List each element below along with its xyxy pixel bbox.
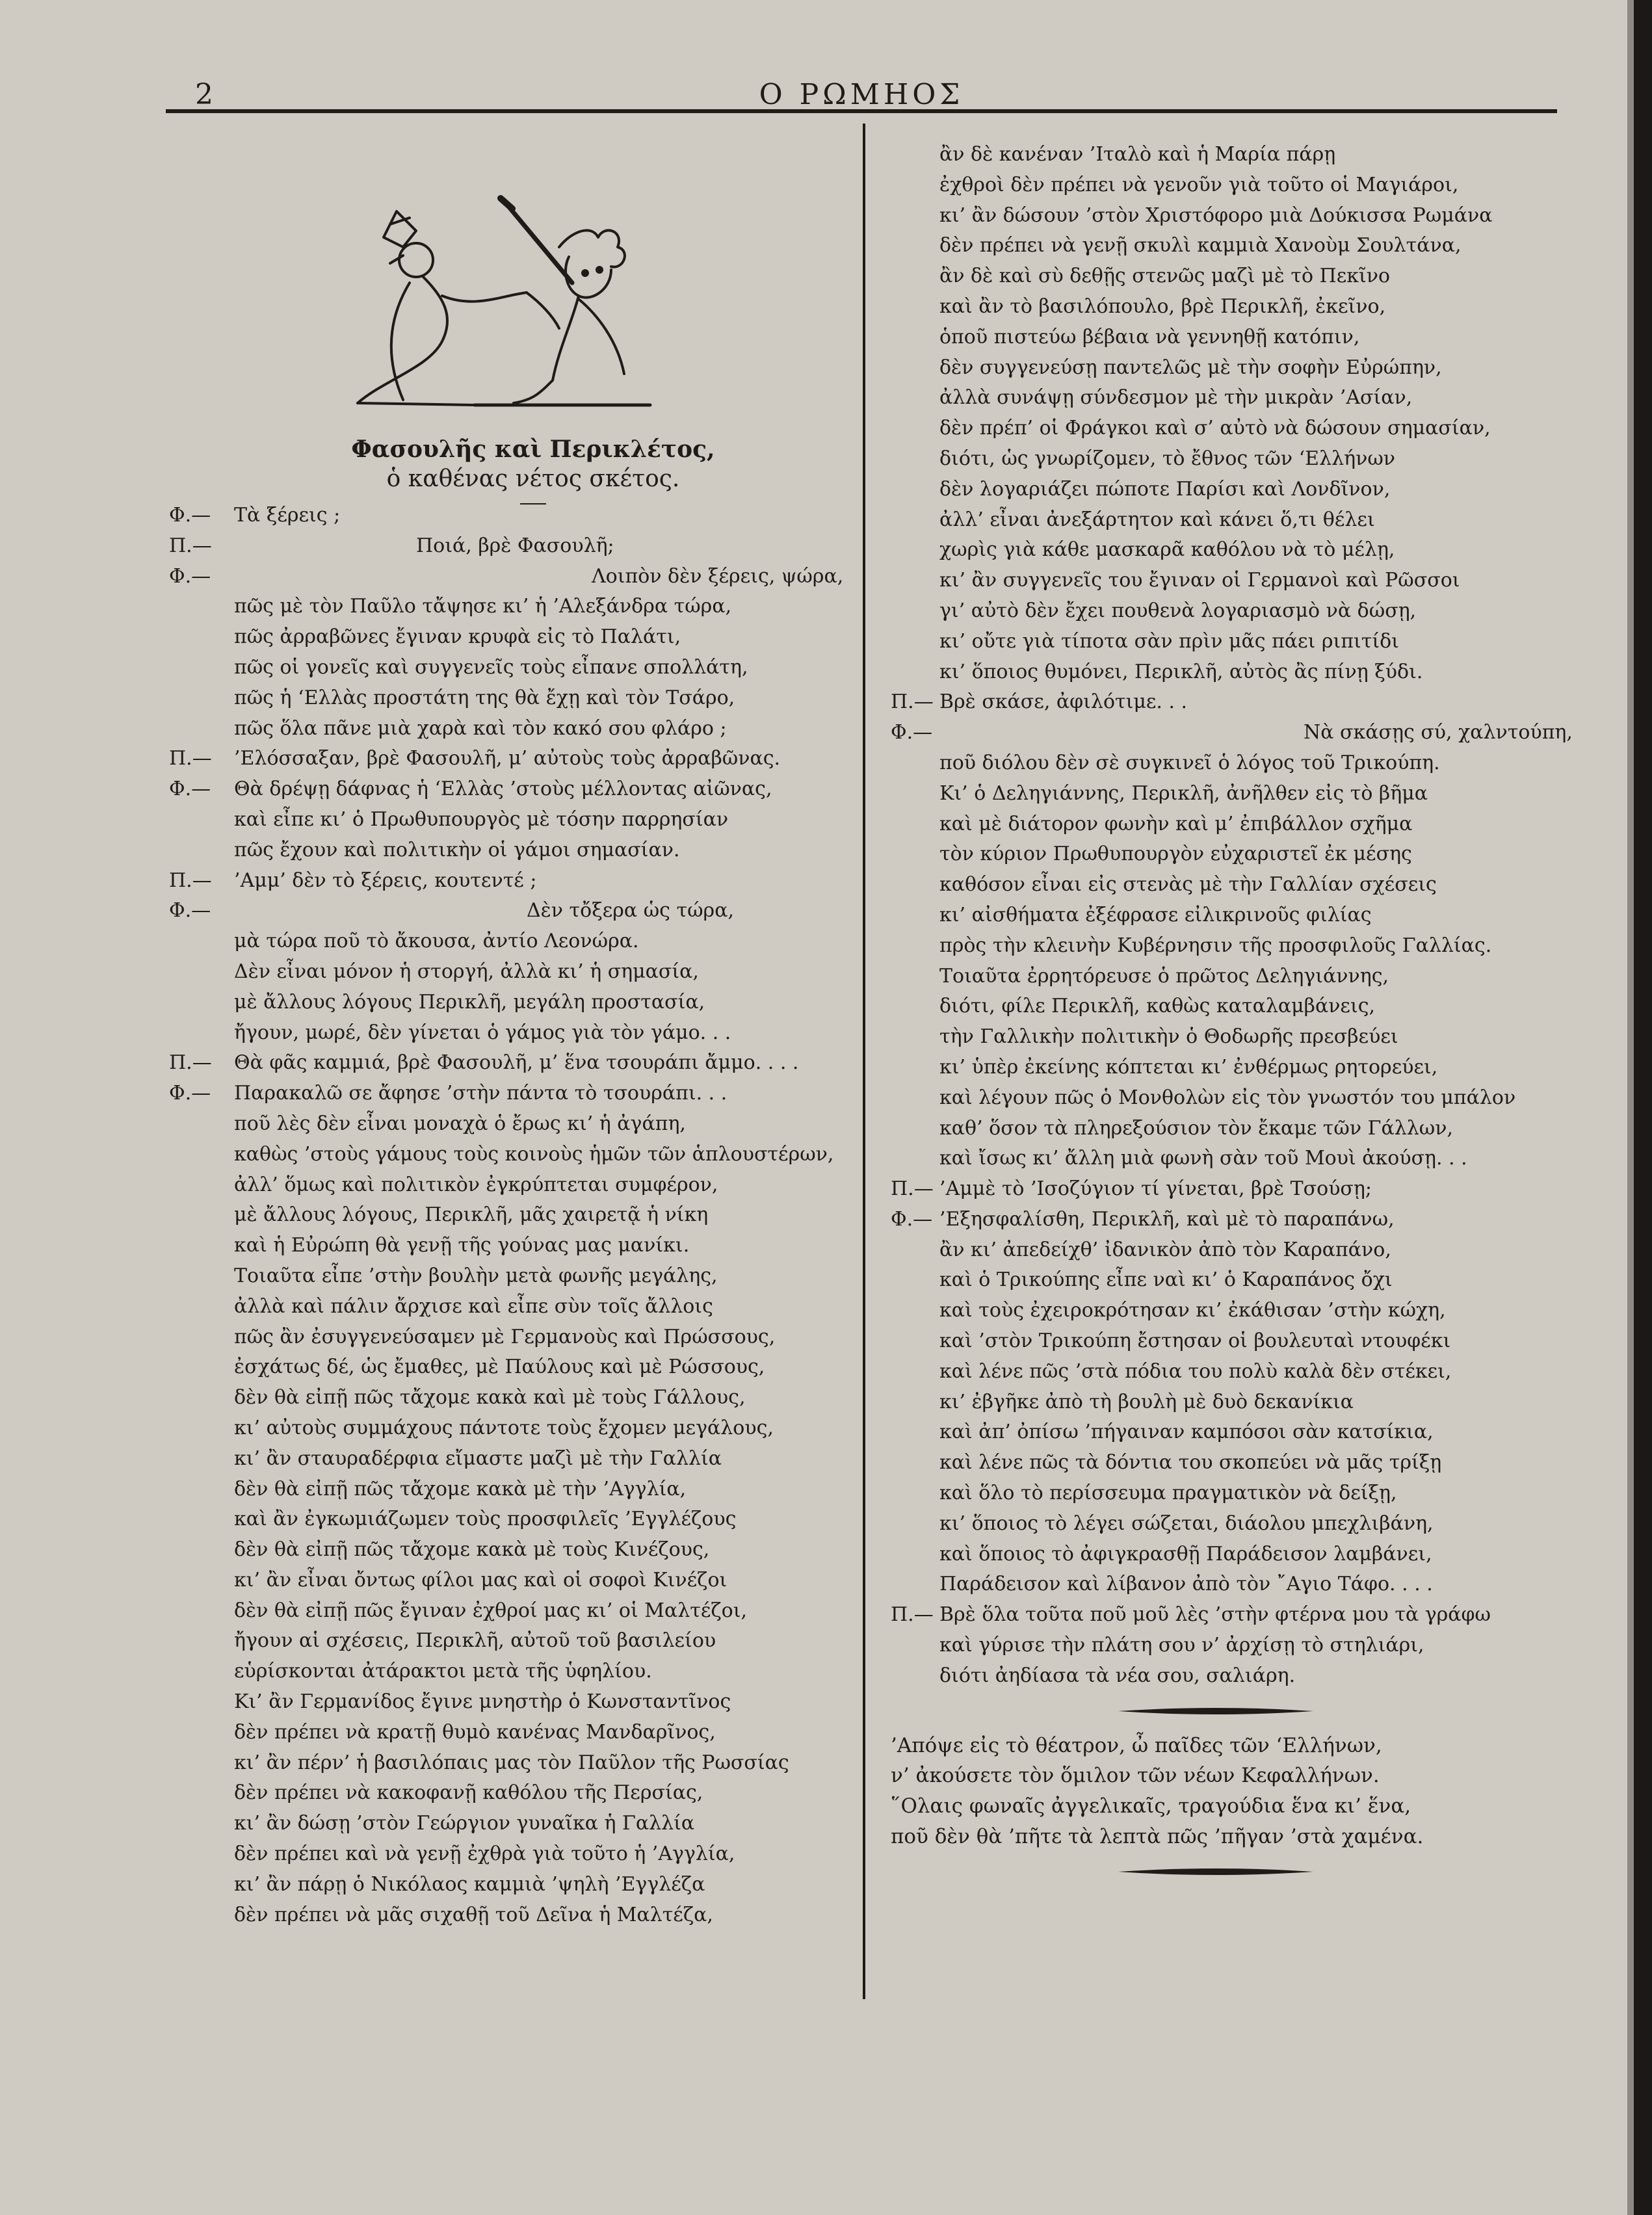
verse-line xyxy=(891,170,1567,201)
verse-text: ποῦ διόλου δὲν σὲ συγκινεῖ ὁ λόγος τοῦ Τρικούπη. xyxy=(939,751,1440,774)
verse-line xyxy=(169,1596,852,1627)
verse-line xyxy=(169,1687,852,1718)
verse-line xyxy=(169,1231,852,1261)
verse-line xyxy=(891,1661,1567,1692)
verse-text: καὶ γύρισε τὴν πλάτη σου ν’ ἀρχίσῃ τὸ στηλιάρι, xyxy=(939,1634,1424,1657)
right-column xyxy=(891,140,1573,1891)
verse-text: γι’ αὐτὸ δὲν ἔχει πουθενὰ λογαριασμὸ νὰ δώσῃ, xyxy=(939,599,1417,622)
verse-text: καὶ ἀπ’ ὀπίσω ’πήγαιναν καμπόσοι σὰν κατσίκια, xyxy=(939,1421,1434,1444)
verse-line xyxy=(169,1718,852,1748)
verse-text: δὲν πρέπει νὰ κακοφανῇ καθόλου τῆς Περσίας, xyxy=(234,1781,703,1805)
verse-text: ’Εξησφαλίσθη, Περικλῆ, καὶ μὲ τὸ παραπάνω, xyxy=(939,1207,1395,1231)
verse-line xyxy=(169,866,852,897)
verse-line xyxy=(891,1174,1567,1205)
verse-text: καὶ ὁ Τρικούπης εἶπε ναὶ κι’ ὁ Καραπάνος ὄχι xyxy=(939,1268,1393,1292)
verse-line xyxy=(169,1079,852,1109)
verse-line xyxy=(891,657,1567,688)
verse-text: κι’ ὅποιος θυμόνει, Περικλῆ, αὐτὸς ἂς πίνῃ ξύδι. xyxy=(939,660,1423,683)
verse-text: μὲ ἄλλους λόγους, Περικλῆ, μᾶς χαιρετᾷ ἡ νίκη xyxy=(234,1203,709,1227)
notice-line: ποῦ δὲν θὰ ’πῆτε τὰ λεπτὰ πῶς ’πῆγαν ’στὰ χαμένα. xyxy=(891,1825,1424,1849)
verse-line xyxy=(169,1170,852,1201)
verse-line xyxy=(891,718,1573,748)
verse-line xyxy=(891,1417,1567,1448)
verse-text: ἐχθροὶ δὲν πρέπει νὰ γενοῦν γιὰ τοῦτο οἱ Μαγιάροι, xyxy=(939,173,1459,196)
verse-text: πῶς ἡ ‘Ελλὰς προστάτη της θὰ ἔχῃ καὶ τὸν Τσάρο, xyxy=(234,686,735,709)
verse-text: ποῦ λὲς δὲν εἶναι μοναχὰ ὁ ἔρως κι’ ἡ ἀγάπη, xyxy=(234,1112,686,1135)
verse-text: κι’ αἰσθήματα ἐξέφρασε εἰλικρινοῦς φιλίας xyxy=(939,903,1372,926)
verse-text: ἀλλὰ καὶ πάλιν ἄρχισε καὶ εἶπε σὺν τοῖς ἄλλοις xyxy=(234,1294,713,1318)
verse-text: ἀλλ’ ὅμως καὶ πολιτικὸν ἐγκρύπτεται συμφέρον, xyxy=(234,1173,718,1196)
verse-text: δὲν θὰ εἰπῇ πῶς τἄχομε κακὰ μὲ τὴν ’Αγγλία, xyxy=(234,1477,687,1501)
verse-line xyxy=(169,926,852,957)
verse-line xyxy=(169,1109,852,1140)
verse-line xyxy=(169,957,852,988)
speaker-label: Π.— xyxy=(891,1177,934,1201)
verse-line xyxy=(169,835,852,866)
verse-text: κι’ ὑπὲρ ἐκείνης κόπτεται κι’ ἐνθέρμως ρητορεύει, xyxy=(939,1055,1438,1079)
verse-text: δὲν θὰ εἰπῇ πῶς τἄχομε κακὰ καὶ μὲ τοὺς Γάλλους, xyxy=(234,1386,746,1409)
speaker-label: Φ.— xyxy=(169,899,211,923)
verse-line xyxy=(891,870,1567,900)
verse-line xyxy=(891,1326,1567,1357)
verse-text: δὲν πρέπ’ οἱ Φράγκοι καὶ σ’ αὐτὸ νὰ δώσουν σημασίαν, xyxy=(939,417,1491,440)
verse-text: δὲν θὰ εἰπῇ πῶς τἄχομε κακὰ μὲ τοὺς Κινέζους, xyxy=(234,1538,710,1562)
verse-line xyxy=(891,566,1567,596)
verse-text: δὲν πρέπει νὰ κρατῇ θυμὸ κανένας Μανδαρῖνος, xyxy=(234,1720,716,1744)
verse-text: ’Αμμ’ δὲν τὸ ξέρεις, κουτεντέ ; xyxy=(234,869,537,892)
speaker-label: Φ.— xyxy=(891,721,933,744)
verse-text: Παρακαλῶ σε ἄφησε ’στὴν πάντα τὸ τσουράπι. . . xyxy=(234,1082,728,1105)
verse-text: μὲ ἄλλους λόγους Περικλῆ, μεγάλη προστασία, xyxy=(234,990,705,1014)
verse-text: Βρὲ ὅλα τοῦτα ποῦ μοῦ λὲς ’στὴν φτέρνα μου τὰ γράφω xyxy=(939,1603,1491,1627)
speaker-label: Π.— xyxy=(891,690,934,714)
verse-line xyxy=(891,1265,1567,1296)
verse-text: Τὰ ξέρεις ; xyxy=(234,504,341,527)
page-edge-shadow xyxy=(1627,0,1634,2215)
verse-text: Νὰ σκάσῃς σύ, χαλντούπη, xyxy=(1304,721,1573,744)
verse-line xyxy=(891,1509,1567,1540)
verse-line xyxy=(169,744,852,774)
verse-text: κι’ ἂν δώσουν ’στὸν Χριστόφορο μιὰ Δούκισσα Ρωμάνα xyxy=(939,203,1493,227)
page-edge xyxy=(1634,0,1652,2215)
header-rule xyxy=(166,109,1557,113)
verse-text: πῶς ἔχουν καὶ πολιτικὴν οἱ γάμοι σημασίαν. xyxy=(234,838,680,861)
verse-line xyxy=(169,1504,852,1535)
verse-line xyxy=(891,1569,1567,1600)
verse-text: διότι, φίλε Περικλῆ, καθὼς καταλαμβάνεις, xyxy=(939,995,1376,1018)
verse-line xyxy=(169,1535,852,1566)
verse-line xyxy=(169,592,852,622)
verse-text: καὶ λένε πῶς ’στὰ πόδια του πολὺ καλὰ δὲν στέκει, xyxy=(939,1359,1452,1383)
verse-text: πῶς ἂν ἐσυγγενεύσαμεν μὲ Γερμανοὺς καὶ Πρώσσους, xyxy=(234,1325,776,1348)
verse-line xyxy=(891,322,1567,353)
column-divider xyxy=(863,124,865,1999)
verse-text: ἐσχάτως δέ, ὡς ἔμαθες, μὲ Παύλους καὶ μὲ Ρώσσους, xyxy=(234,1356,765,1379)
verse-text: καὶ ὅλο τὸ περίσσευμα πραγματικὸν νὰ δείξῃ, xyxy=(939,1482,1397,1505)
speaker-label: Π.— xyxy=(891,1603,934,1627)
verse-text: Τοιαῦτα εἶπε ’στὴν βουλὴν μετὰ φωνῆς μεγάλης, xyxy=(234,1264,718,1287)
speaker-label: Π.— xyxy=(169,747,212,770)
verse-line xyxy=(169,531,852,562)
verse-line xyxy=(891,1357,1567,1387)
page-header xyxy=(163,72,1560,124)
verse-line xyxy=(891,353,1567,384)
verse-line xyxy=(169,1383,852,1413)
speaker-label: Φ.— xyxy=(169,564,211,588)
closing-notice xyxy=(891,1731,1567,1852)
verse-text: δὲν πρέπει νὰ γενῇ σκυλὶ καμμιὰ Χανοὺμ Σουλτάνα, xyxy=(939,234,1462,257)
verse-line xyxy=(169,1352,852,1383)
verse-text: ὁποῦ πιστεύω βέβαια νὰ γεννηθῇ κατόπιν, xyxy=(939,325,1360,348)
verse-line xyxy=(169,1140,852,1170)
verse-text: κι’ ἂν συγγενεῖς του ἔγιναν οἱ Γερμανοὶ καὶ Ρῶσσοι xyxy=(939,569,1460,592)
verse-line xyxy=(891,505,1567,536)
verse-text: καὶ ἂν τὸ βασιλόπουλο, βρὲ Περικλῆ, ἐκεῖνο, xyxy=(939,295,1386,318)
verse-text: καθὼς ’στοὺς γάμους τοὺς κοινοὺς ἡμῶν τῶν ἁπλουστέρων, xyxy=(234,1142,834,1166)
verse-line xyxy=(169,622,852,653)
verse-line xyxy=(169,1322,852,1353)
verse-line xyxy=(169,1292,852,1322)
verse-text: ἀλλ’ εἶναι ἀνεξάρτητον καὶ κάνει ὅ,τι θέλει xyxy=(939,508,1375,531)
verse-text: καὶ εἶπε κι’ ὁ Πρωθυπουργὸς μὲ τόσην παρρησίαν xyxy=(234,807,729,831)
verse-line xyxy=(169,1444,852,1474)
verse-line xyxy=(891,779,1567,809)
verse-text: τὴν Γαλλικὴν πολιτικὴν ὁ Θοδωρῆς πρεσβεύει xyxy=(939,1025,1398,1049)
verse-text: Ποιά, βρὲ Φασουλῆ; xyxy=(416,534,614,557)
verse-line xyxy=(891,292,1567,322)
verse-line xyxy=(169,1566,852,1596)
verse-line xyxy=(169,1748,852,1779)
verse-text: ἤγουν αἱ σχέσεις, Περικλῆ, αὐτοῦ τοῦ βασιλείου xyxy=(234,1629,716,1653)
verse-line xyxy=(891,900,1567,931)
verse-line xyxy=(891,231,1567,261)
verse-text: κι’ ἐβγῆκε ἀπὸ τὴ βουλὴ μὲ δυὸ δεκανίκια xyxy=(939,1390,1354,1413)
verse-text: καὶ μὲ διάτορον φωνὴν καὶ μ’ ἐπιβάλλον σχῆμα xyxy=(939,812,1413,835)
verse-line xyxy=(891,1631,1567,1661)
verse-line xyxy=(169,1626,852,1657)
verse-line xyxy=(891,1387,1567,1418)
verse-text: Παράδεισον καὶ λίβανον ἀπὸ τὸν ῎Αγιο Τάφο. . . . xyxy=(939,1573,1433,1596)
verse-text: διότι, ὡς γνωρίζομεν, τὸ ἔθνος τῶν ‘Ελλήνων xyxy=(939,447,1396,470)
verse-text: ἂν δὲ κανέναν ’Ιταλὸ καὶ ἡ Μαρία πάρῃ xyxy=(939,143,1336,166)
verse-text: Κι’ ἂν Γερμανίδος ἔγινε μνηστὴρ ὁ Κωνσταντῖνος xyxy=(234,1690,731,1714)
verse-line xyxy=(169,988,852,1018)
notice-line: ν’ ἀκούσετε τὸν ὅμιλον τῶν νέων Κεφαλλήνων. xyxy=(891,1764,1380,1788)
verse-text: δὲν πρέπει καὶ νὰ γενῇ ἐχθρὰ γιὰ τοῦτο ἡ ’Αγγλία, xyxy=(234,1842,735,1866)
verse-line xyxy=(891,1053,1567,1083)
verse-line xyxy=(169,1413,852,1444)
verse-line xyxy=(891,1083,1567,1114)
verse-text: κι’ οὔτε γιὰ τίποτα σὰν πρὶν μᾶς πάει ριπιτίδι xyxy=(939,629,1399,653)
speaker-label: Φ.— xyxy=(169,1082,211,1105)
verse-line xyxy=(891,991,1567,1022)
verse-text: Δὲν εἶναι μόνον ἡ στοργή, ἀλλὰ κι’ ἡ σημασία, xyxy=(234,960,699,983)
verse-line xyxy=(169,1809,852,1839)
verse-line xyxy=(891,1448,1567,1478)
verse-line xyxy=(891,444,1567,475)
verse-line xyxy=(169,1261,852,1292)
verse-line xyxy=(169,714,852,744)
verse-line xyxy=(169,1657,852,1687)
verse-text: κι’ αὐτοὺς συμμάχους πάντοτε τοὺς ἔχομεν μεγάλους, xyxy=(234,1416,774,1439)
verse-text: καὶ τοὺς ἐχειροκρότησαν κι’ ἐκάθισαν ’στὴν κώχη, xyxy=(939,1299,1446,1322)
verse-text: καὶ λέγουν πῶς ὁ Μονθολὼν εἰς τὸν γνωστόν του μπάλον xyxy=(939,1086,1516,1109)
verse-line xyxy=(169,683,852,714)
left-column xyxy=(169,501,852,1930)
verse-text: πῶς οἱ γονεῖς καὶ συγγενεῖς τοὺς εἶπανε σπολλάτη, xyxy=(234,655,748,679)
verse-line xyxy=(891,1114,1567,1144)
poem-title xyxy=(273,434,793,505)
verse-text: καὶ ἡ Εὐρώπη θὰ γενῇ τῆς γούνας μας μανίκι. xyxy=(234,1234,690,1257)
verse-text: κι’ ἂν δώσῃ ’στὸν Γεώργιον γυναῖκα ἡ Γαλλία xyxy=(234,1812,695,1835)
ornament-end xyxy=(891,1852,1567,1891)
verse-text: καὶ ’στὸν Τρικούπη ἔστησαν οἱ βουλευταὶ ντουφέκι xyxy=(939,1330,1451,1353)
verse-line xyxy=(891,1235,1567,1266)
verse-text: κι’ ἂν πάρῃ ὁ Νικόλαος καμμιὰ ’ψηλὴ ’Εγγλέζα xyxy=(234,1872,705,1896)
verse-line xyxy=(169,1778,852,1809)
verse-text: καὶ λένε πῶς τὰ δόντια του σκοπεύει νὰ μᾶς τρίξῃ xyxy=(939,1451,1442,1474)
verse-line xyxy=(891,931,1567,962)
verse-line xyxy=(891,687,1567,718)
verse-line xyxy=(169,896,852,926)
verse-text: Τοιαῦτα ἐρρητόρευσε ὁ πρῶτος Δεληγιάννης, xyxy=(939,964,1389,988)
verse-text: δὲν θὰ εἰπῇ πῶς ἔγιναν ἐχθροί μας κι’ οἱ Μαλτέζοι, xyxy=(234,1599,748,1622)
page-number: 2 xyxy=(195,78,213,111)
verse-text: πρὸς τὴν κλεινὴν Κυβέρνησιν τῆς προσφιλοῦς Γαλλίας. xyxy=(939,934,1492,957)
verse-line xyxy=(891,1296,1567,1326)
verse-text: καὶ ὅποιος τὸ ἀφιγκρασθῇ Παράδεισον λαμβάνει, xyxy=(939,1542,1432,1566)
verse-line xyxy=(169,1839,852,1870)
verse-line xyxy=(891,1600,1567,1631)
ornament-divider xyxy=(891,1692,1567,1731)
verse-line xyxy=(891,839,1567,870)
verse-text: δὲν λογαριάζει πώποτε Παρίσι καὶ Λονδῖνον, xyxy=(939,477,1391,501)
poem-title-line-2: ὁ καθένας νέτος σκέτος. xyxy=(386,465,680,492)
notice-line: ’Απόψε εἰς τὸ θέατρον, ὦ παῖδες τῶν ‘Ελλήνων, xyxy=(891,1733,1382,1757)
verse-text: κι’ ἂν εἶναι ὄντως φίλοι μας καὶ οἱ σοφοὶ Κινέζοι xyxy=(234,1568,728,1592)
speaker-label: Π.— xyxy=(169,534,212,557)
speaker-label: Φ.— xyxy=(169,504,211,527)
verse-text: ἀλλὰ συνάψῃ σύνδεσμον μὲ τὴν μικρὰν ’Ασίαν, xyxy=(939,386,1413,410)
verse-text: εὑρίσκονται ἀτάρακτοι μετὰ τῆς ὑφηλίου. xyxy=(234,1660,652,1683)
verse-line xyxy=(891,261,1567,292)
verse-line xyxy=(891,475,1567,505)
verse-line xyxy=(891,383,1567,413)
verse-line xyxy=(169,1018,852,1049)
verse-text: καθόσον εἶναι εἰς στενὰς μὲ τὴν Γαλλίαν σχέσεις xyxy=(939,873,1437,897)
speaker-label: Π.— xyxy=(169,1051,212,1075)
verse-text: Βρὲ σκάσε, ἀφιλότιμε. . . xyxy=(939,690,1188,714)
verse-text: διότι ἀηδίασα τὰ νέα σου, σαλιάρη. xyxy=(939,1664,1296,1687)
verse-line xyxy=(891,1144,1567,1174)
verse-text: Θὰ δρέψῃ δάφνας ἡ ‘Ελλὰς ’στοὺς μέλλοντας αἰῶνας, xyxy=(234,778,772,801)
verse-text: Λοιπὸν δὲν ξέρεις, ψώρα, xyxy=(592,564,844,588)
verse-line xyxy=(891,201,1567,231)
verse-text: δὲν πρέπει νὰ μᾶς σιχαθῇ τοῦ Δεῖνα ἡ Μαλτέζα, xyxy=(234,1903,713,1926)
verse-line xyxy=(891,535,1567,566)
verse-line xyxy=(891,962,1567,992)
verse-text: ’Αμμὲ τὸ ’Ισοζύγιον τί γίνεται, βρὲ Τσούσῃ; xyxy=(939,1177,1372,1201)
verse-line xyxy=(169,562,852,592)
verse-line xyxy=(169,1200,852,1231)
verse-text: τὸν κύριον Πρωθυπουργὸν εὐχαριστεῖ ἐκ μέσης xyxy=(939,843,1412,866)
verse-line xyxy=(169,774,852,805)
verse-text: πῶς μὲ τὸν Παῦλο τἄψησε κι’ ἡ ’Αλεξάνδρα τώρα, xyxy=(234,595,732,618)
verse-text: Δὲν τὄξερα ὡς τώρα, xyxy=(527,899,734,923)
verse-line xyxy=(891,1205,1567,1235)
verse-line xyxy=(891,596,1567,627)
verse-text: χωρὶς γιὰ κάθε μασκαρᾶ καθόλου νὰ τὸ μέλῃ, xyxy=(939,538,1395,562)
verse-text: καὶ ἂν ἐγκωμιάζωμεν τοὺς προσφιλεῖς ’Εγγλέζους xyxy=(234,1508,737,1531)
verse-text: ’Ελόσσαξαν, βρὲ Φασουλῆ, μ’ αὐτοὺς τοὺς ἀρραβῶνας. xyxy=(234,747,781,770)
verse-line xyxy=(169,653,852,683)
poem-title-line-1: Φασουλῆς καὶ Περικλέτος, xyxy=(351,436,715,463)
verse-line xyxy=(891,140,1567,170)
verse-line xyxy=(891,1540,1567,1570)
verse-line xyxy=(891,1478,1567,1509)
verse-text: ἤγουν, μωρέ, δὲν γίνεται ὁ γάμος γιὰ τὸν γάμο. . . xyxy=(234,1021,731,1044)
speaker-label: Φ.— xyxy=(891,1207,933,1231)
verse-line xyxy=(169,1474,852,1505)
puppet-illustration xyxy=(345,185,670,419)
verse-line xyxy=(169,1048,852,1079)
verse-line xyxy=(169,501,852,531)
verse-text: μὰ τώρα ποῦ τὸ ἄκουσα, ἀντίο Λεονώρα. xyxy=(234,930,639,953)
verse-line xyxy=(891,627,1567,657)
speaker-label: Π.— xyxy=(169,869,212,892)
verse-text: ἂν κι’ ἀπεδείχθ’ ἰδανικὸν ἀπὸ τὸν Καραπάνο, xyxy=(939,1238,1391,1261)
verse-text: καθ’ ὅσον τὰ πληρεξούσιον τὸν ἔκαμε τῶν Γάλλων, xyxy=(939,1116,1453,1140)
verse-text: καὶ ἴσως κι’ ἄλλη μιὰ φωνὴ σὰν τοῦ Μουὶ ἀκούσῃ. . . xyxy=(939,1147,1467,1170)
verse-text: κι’ ὅποιος τὸ λέγει σώζεται, διάολου μπεχλιβάνη, xyxy=(939,1512,1434,1535)
verse-line xyxy=(891,748,1567,779)
verse-text: Θὰ φᾶς καμμιά, βρὲ Φασουλῆ, μ’ ἕνα τσουράπι ἄμμο. . . . xyxy=(234,1051,799,1075)
journal-title: Ο ΡΩΜΗΟΣ xyxy=(759,78,964,111)
verse-text: δὲν συγγενεύσῃ παντελῶς μὲ τὴν σοφὴν Εὐρώπην, xyxy=(939,356,1442,379)
verse-text: Κι’ ὁ Δεληγιάννης, Περικλῆ, ἀνῆλθεν εἰς τὸ βῆμα xyxy=(939,781,1428,805)
verse-line xyxy=(891,413,1567,444)
verse-text: κι’ ἂν πέρν’ ἡ βασιλόπαις μας τὸν Παῦλον τῆς Ρωσσίας xyxy=(234,1751,789,1774)
verse-text: πῶς ὅλα πᾶνε μιὰ χαρὰ καὶ τὸν κακό σου φλάρο ; xyxy=(234,716,727,740)
verse-line xyxy=(891,1022,1567,1053)
verse-line xyxy=(169,1900,852,1931)
notice-line: ῞Ολαις φωναῖς ἀγγελικαῖς, τραγούδια ἕνα κι’ ἕνα, xyxy=(891,1794,1411,1818)
verse-text: πῶς ἀρραβῶνες ἔγιναν κρυφὰ εἰς τὸ Παλάτι, xyxy=(234,625,681,649)
verse-line xyxy=(169,805,852,835)
verse-text: κι’ ἂν σταυραδέρφια εἴμαστε μαζὶ μὲ τὴν Γαλλία xyxy=(234,1447,722,1470)
verse-line xyxy=(169,1870,852,1900)
speaker-label: Φ.— xyxy=(169,778,211,801)
verse-line xyxy=(891,809,1567,840)
verse-text: ἂν δὲ καὶ σὺ δεθῇς στενῶς μαζὶ μὲ τὸ Πεκῖνο xyxy=(939,265,1391,288)
